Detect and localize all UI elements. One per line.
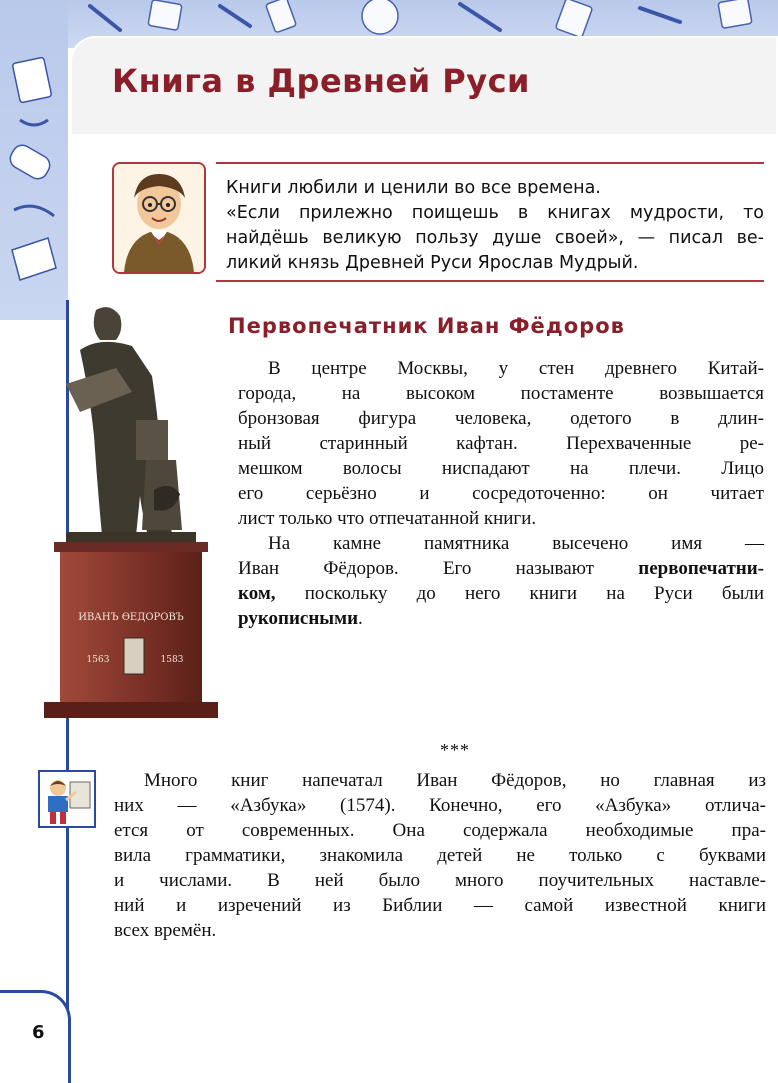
bold-term: первопечатни-	[638, 558, 765, 579]
text-line: его серьёзно и сосредоточенно: он читает	[238, 483, 764, 504]
text-line: вила грамматики, знакомила детей не только с буквами	[114, 845, 766, 866]
text-line: них — «Азбука» (1574). Конечно, его «Азбука» отлича-	[114, 795, 766, 816]
text-line	[238, 606, 764, 631]
statue-illustration	[36, 300, 226, 735]
paragraph-1	[238, 356, 764, 631]
statue-inscription: ИВАНЪ ѲЕДОРОВЪ	[78, 612, 184, 623]
text-line: ный старинный кафтан. Перехваченные ре-	[238, 433, 764, 454]
text-line: Много книг напечатал Иван Фёдоров, но главная из	[144, 770, 766, 791]
text-line: и числами. В ней было много поучительных наставле-	[114, 870, 766, 891]
intro-line: ликий князь Древней Руси Ярослав Мудрый.	[226, 253, 639, 273]
text-line	[238, 581, 764, 606]
statue-year-left: 1563	[86, 655, 110, 665]
paragraph-3	[114, 768, 766, 943]
section-title: Первопечатник Иван Фёдоров	[228, 314, 625, 338]
student-at-board-icon	[40, 772, 94, 826]
text-run: Иван Фёдоров. Его называют	[238, 558, 594, 579]
text-line: На камне памятника высечено имя —	[268, 533, 764, 554]
text-line: лист только что отпечатанной книги.	[238, 508, 537, 529]
text-line: города, на высоком постаменте возвышается	[238, 383, 764, 404]
bold-term: ком,	[238, 583, 276, 604]
intro-top-rule	[216, 162, 764, 164]
text-line	[238, 556, 764, 581]
intro-line: Книги любили и ценили во все времена.	[226, 178, 601, 198]
teacher-avatar-icon	[114, 164, 204, 272]
left-decorative-band	[0, 0, 68, 320]
text-line: бронзовая фигура человека, одетого в длин-	[238, 408, 764, 429]
section-separator: ***	[440, 740, 470, 760]
text-line: ний и изречений из Библии — самой известной книги	[114, 895, 766, 916]
page-title: Книга в Древней Руси	[112, 62, 530, 100]
text-line: В центре Москвы, у стен древнего Китай-	[268, 358, 764, 379]
text-run: поскольку до него книги на Руси были	[275, 583, 764, 604]
intro-bottom-rule	[216, 280, 764, 282]
text-line: мешком волосы ниспадают на плечи. Лицо	[238, 458, 764, 479]
intro-line: найдёшь великую пользу душе своей», — писал ве-	[226, 228, 764, 248]
text-line: всех времён.	[114, 920, 217, 941]
text-run: .	[358, 608, 363, 629]
teacher-avatar	[112, 162, 206, 274]
statue-year-right: 1583	[160, 655, 184, 665]
text-line: ется от современных. Она содержала необходимые пра-	[114, 820, 766, 841]
page-number: 6	[32, 1022, 45, 1043]
student-at-board	[38, 770, 96, 828]
intro-line: «Если прилежно поищешь в книгах мудрости, то	[226, 203, 764, 223]
bold-term: рукописными	[238, 608, 359, 629]
scroll-decor-icon	[0, 0, 68, 320]
intro-text	[226, 176, 764, 276]
